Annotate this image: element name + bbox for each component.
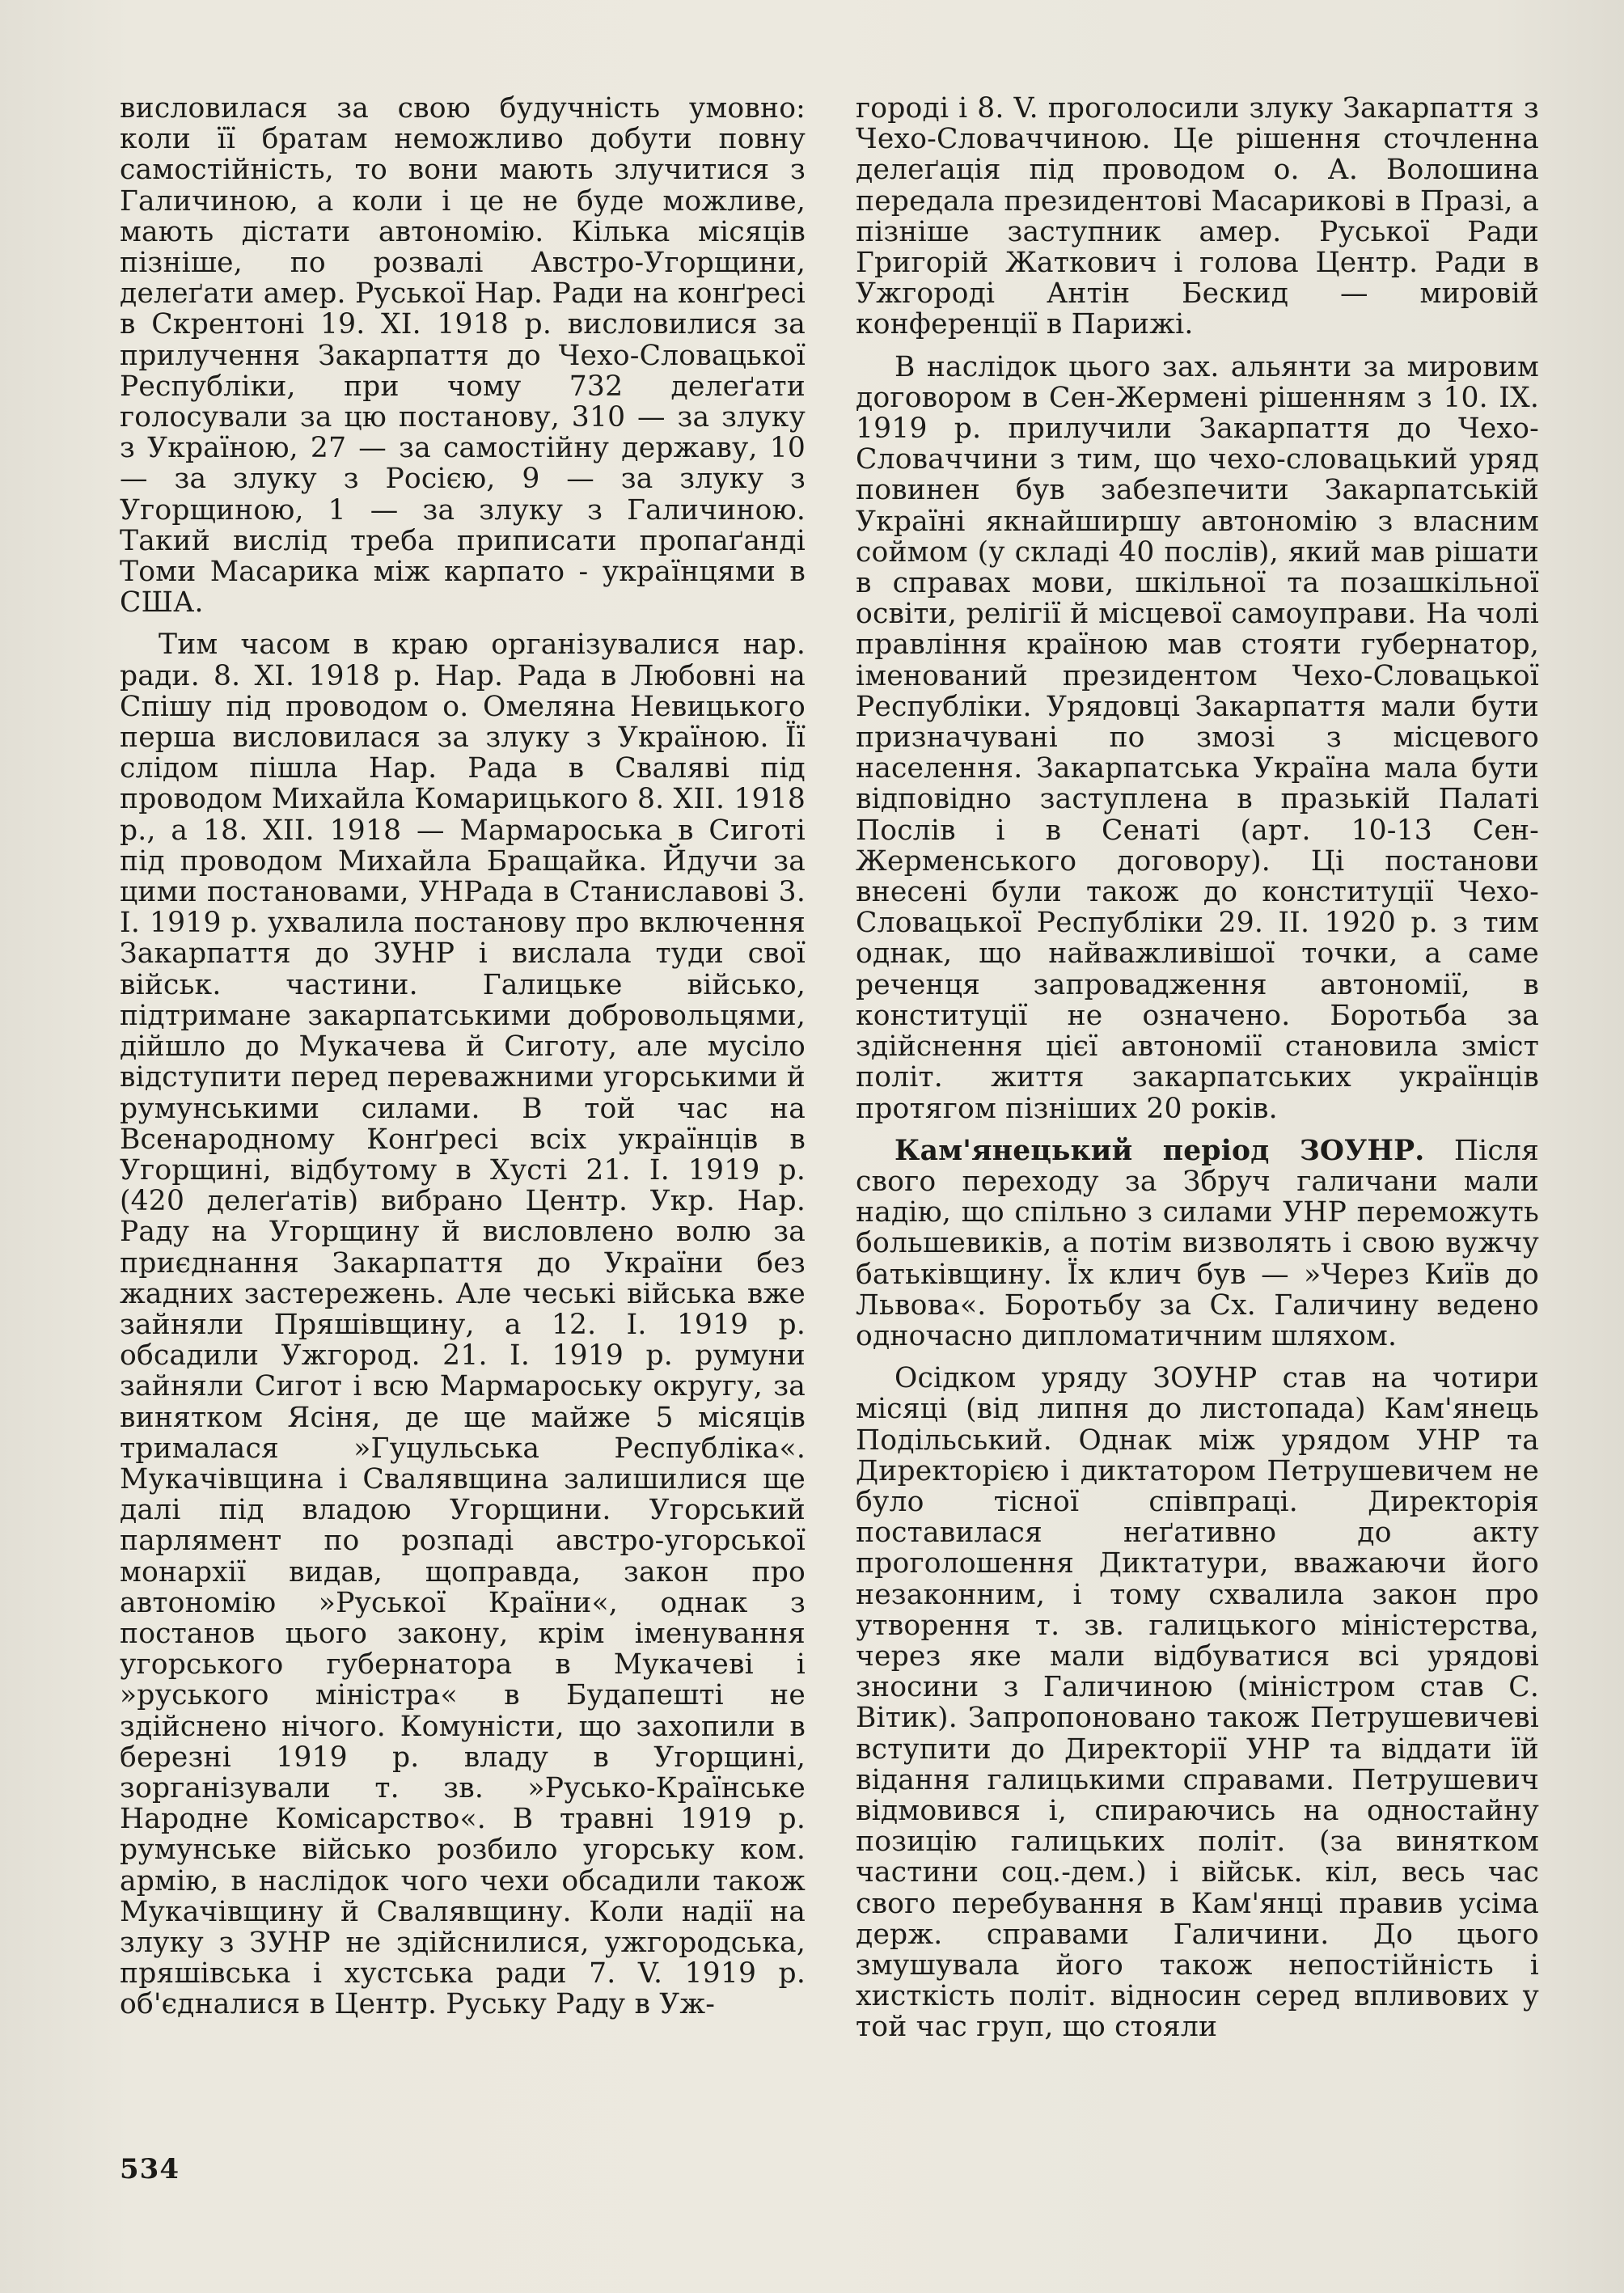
left-paragraph-2: Тим часом в краю організувалися нар. ради. 8. XI. 1918 р. Нар. Рада в Любовні на Спішу під проводом о. Омеляна Невицького перша висловилася за злуку з Україною. Її слідом пішла Нар. Рада в Сваляві під проводом Михайла Комарицького 8. XII. 1918 р., а 18. XII. 1918 — Мармароська в Сиготі під проводом Михайла Бращайка. Йдучи за цими постановами, УНРада в Станиславові 3. I. 1919 р. ухвалила постанову про включення Закарпаття до ЗУНР і вислала туди свої військ. частини. Галицьке військо, підтримане закарпатськими добровольцями, дійшло до Мукачева й Сиготу, але мусіло відступити перед переважними угорськими й румунськими силами. В той час на Всенародному Конґресі всіх українців в Угорщині, відбутому в Хусті 21. I. 1919 р. (420 делеґатів) вибрано Центр. Укр. Нар. Раду на Угорщину й висловлено волю за приєднання Закарпаття до України без жадних застережень. Але чеські війська вже зайняли Пряшівщину, а 12. I. 1919 р. обсадили Ужгород. 21. I. 1919 р. румуни зайняли Сигот і всю Мармароську округу, за винятком Ясіня, де ще майже 5 місяців трималася »Гуцульська Республіка«. Мукачівщина і Свалявщина залишилися ще далі під владою Угорщини. Угорський парлямент по розпаді австро-угорської монархії видав, щоправда, закон про автономію »Руської Країни«, однак з постанов цього закону, крім іменування угорського губернатора в Мукачеві і »руського міністра« в Будапешті не здійснено нічого. Комуністи, що захопили в березні 1919 р. владу в Угорщині, зорганізували т. зв. »Русько-Країнське Народне Комісарство«. В травні 1919 р. румунське військо розбило угорську ком. армію, в наслідок чого чехи обсадили також Мукачівщину й Свалявщину. Коли надії на злуку з ЗУНР не здійснилися, ужгородська, пряшівська і хустська ради 7. V. 1919 р. об'єдналися в Центр. Руську Раду в Уж- bbox=[120, 628, 806, 2021]
right-paragraph-2: В наслідок цього зах. альянти за мировим договором в Сен-Жермені рішенням з 10. IX. 1919 р. прилучили Закарпаття до Чехо-Словаччини з тим, що чехо-словацький уряд повинен був забезпечити Закарпатській Україні якнайширшу автономію з власним соймом (у складі 40 послів), який мав рішати в справах мови, шкільної та позашкільної освіти, релігії й місцевої самоуправи. На чолі правління країною мав стояти губернатор, іменований президентом Чехо-Словацької Республіки. Урядовці Закарпаття мали бути призначувані по змозі з місцевого населення. Закарпатська Україна мала бути відповідно заступлена в празькій Палаті Послів і в Сенаті (арт. 10-13 Сен-Жерменського договору). Ці постанови внесені були також до конституції Чехо-Словацької Республіки 29. II. 1920 р. з тим однак, що найважливішої точки, а саме реченця запровадження автономії, в конституції не означено. Боротьба за здійснення цієї автономії становила зміст політ. життя закарпатських українців протягом пізніших 20 років. bbox=[856, 350, 1539, 1125]
left-column bbox=[120, 93, 806, 2020]
left-paragraph-1: висловилася за свою будучність умовно: коли її братам неможливо добути повну самостійність, то вони мають злучитися з Галичиною, а коли і це не буде можливе, мають дістати автономію. Кілька місяців пізніше, по розвалі Австро-Угорщини, делеґати амер. Руської Нар. Ради на конґресі в Скрентоні 19. XI. 1918 р. висловилися за прилучення Закарпаття до Чехо-Словацької Республіки, при чому 732 делеґати голосували за цю постанову, 310 — за злуку з Україною, 27 — за самостійну державу, 10 — за злуку з Росією, 9 — за злуку з Угорщиною, 1 — за злуку з Галичиною. Такий вислід треба приписати пропаґанді Томи Масарика між карпато - українцями в США. bbox=[120, 92, 806, 620]
right-paragraph-4: Осідком уряду ЗОУНР став на чотири місяці (від липня до листопада) Кам'янець Подільський. Однак між урядом УНР та Директорією і диктатором Петрушевичем не було тісної співпраці. Директорія поставилася неґативно до акту проголошення Диктатури, вважаючи його незаконним, і тому схвалила закон про утворення т. зв. галицького міністерства, через яке мали відбуватися всі урядові зносини з Галичиною (міністром став С. Вітик). Запропоновано також Петрушевичеві вступити до Директорії УНР та віддати їй відання галицькими справами. Петрушевич відмовився і, спираючись на одностайну позицію галицьких політ. (за винятком частини соц.-дем.) і військ. кіл, весь час свого перебування в Кам'янці правив усіма держ. справами Галичини. До цього змушувала його також непостійність і хисткість політ. відносин серед впливових у той час груп, що стояли bbox=[856, 1362, 1539, 2044]
right-column bbox=[856, 93, 1539, 2043]
right-paragraph-3 bbox=[856, 1136, 1539, 1352]
right-paragraph-1: городі і 8. V. проголосили злуку Закарпаття з Чехо-Словаччиною. Це рішення сточленна делеґація під проводом о. А. Волошина передала президентові Масарикові в Празі, а пізніше заступник амер. Руської Ради Григорій Жаткович і голова Центр. Ради в Ужгороді Антін Бескид — мировій конференції в Парижі. bbox=[856, 92, 1539, 341]
section-body: Після свого переходу за Збруч галичани мали надію, що спільно з силами УНР переможуть большевиків, а потім визволять і свою вужчу батьківщину. Їх клич був — »Через Київ до Львова«. Боротьбу за Сх. Галичину ведено одночасно дипломатичним шляхом. bbox=[856, 1134, 1539, 1352]
page-number: 534 bbox=[120, 2153, 180, 2185]
section-heading: Кам'янецький період ЗОУНР. bbox=[894, 1134, 1425, 1167]
